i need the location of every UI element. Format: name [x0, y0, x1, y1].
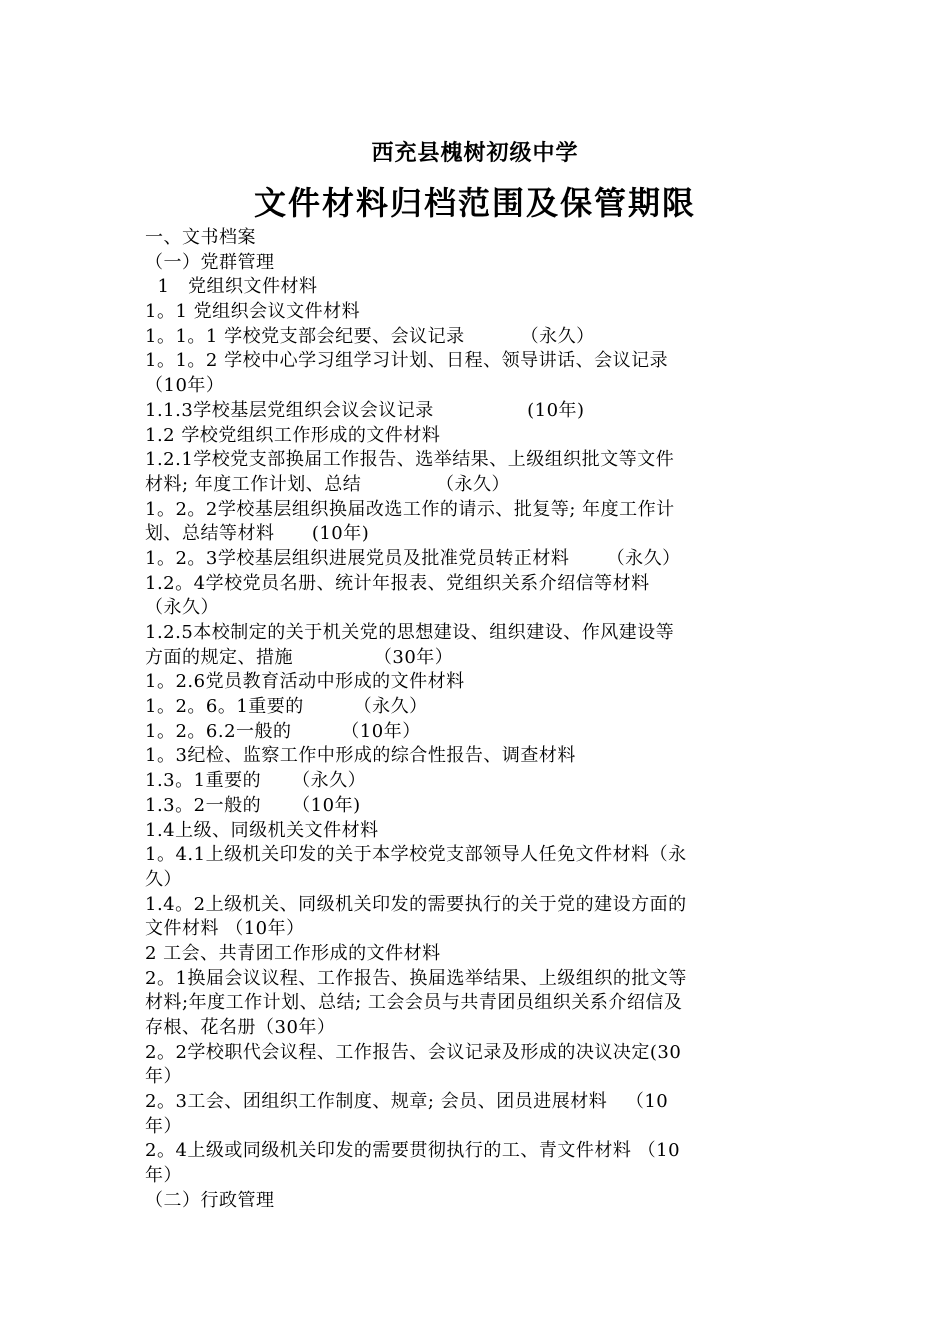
school-name: 西充县槐树初级中学: [371, 140, 579, 166]
text-line: 久）: [145, 868, 182, 890]
text-line: 2。1换届会议议程、工作报告、换届选举结果、上级组织的批文等: [145, 967, 687, 989]
text-line: （永久）: [145, 597, 219, 619]
text-line: 1.4上级、同级机关文件材料: [145, 819, 379, 841]
text-line: 划、总结等材料 (10年): [145, 523, 370, 545]
text-line: 1。2。6。1重要的 （永久）: [145, 696, 428, 718]
text-line: 1.1.3学校基层党组织会议会议记录 (10年): [145, 399, 585, 421]
text-line: 1。1 党组织会议文件材料: [145, 301, 361, 323]
text-line: 材料; 年度工作计划、总结 （永久）: [145, 473, 510, 495]
document-body: [145, 226, 807, 1214]
text-line: 1.3。1重要的 （永久）: [145, 770, 367, 792]
text-line: 1。3纪检、监察工作中形成的综合性报告、调查材料: [145, 745, 576, 767]
text-line: 1。1。2 学校中心学习组学习计划、日程、领导讲话、会议记录: [145, 350, 669, 372]
text-line: （一）党群管理: [145, 251, 275, 273]
text-line: （10年）: [145, 375, 225, 397]
text-line: 一、文书档案: [145, 227, 256, 248]
text-line: 1.2.1学校党支部换届工作报告、选举结果、上级组织批文等文件: [145, 449, 675, 471]
text-line: 文件材料 （10年）: [145, 918, 305, 940]
text-line: 1。2。6.2一般的 （10年）: [145, 720, 421, 742]
text-line: 2。4上级或同级机关印发的需要贯彻执行的工、青文件材料 （10: [145, 1140, 681, 1162]
text-line: 1。2。2学校基层组织换届改选工作的请示、批复等; 年度工作计: [145, 498, 675, 520]
text-line: 1.3。2一般的 （10年): [145, 794, 361, 816]
text-line: 2。3工会、团组织工作制度、规章; 会员、团员进展材料 （10: [145, 1091, 669, 1113]
text-line: 1.2 学校党组织工作形成的文件材料: [145, 424, 441, 446]
text-line: 1.2。4学校党员名册、统计年报表、党组织关系介绍信等材料: [145, 572, 650, 594]
document-title: 文件材料归档范围及保管期限: [253, 184, 696, 222]
text-line: （二）行政管理: [145, 1189, 275, 1211]
text-line: 1。2.6党员教育活动中形成的文件材料: [145, 671, 465, 693]
text-line: 1。4.1上级机关印发的关于本学校党支部领导人任免文件材料（永: [145, 844, 687, 866]
text-line: 材料;年度工作计划、总结; 工会会员与共青团员组织关系介绍信及: [145, 992, 683, 1014]
text-line: 1。2。3学校基层组织进展党员及批准党员转正材料 （永久）: [145, 547, 681, 569]
text-line: 2 工会、共青团工作形成的文件材料: [145, 942, 441, 964]
text-line: 方面的规定、措施 （30年）: [145, 646, 454, 668]
text-line: 1 党组织文件材料: [145, 276, 318, 298]
text-line: 1.2.5本校制定的关于机关党的思想建设、组织建设、作风建设等: [145, 622, 675, 643]
text-line: 1.4。2上级机关、同级机关印发的需要执行的关于党的建设方面的: [145, 893, 687, 915]
text-line: 年）: [145, 1066, 182, 1088]
text-line: 存根、花名册（30年）: [145, 1017, 336, 1038]
text-line: 年）: [145, 1115, 182, 1137]
text-line: 1。1。1 学校党支部会纪要、会议记录 （永久）: [145, 325, 595, 347]
text-line: 2。2学校职代会议程、工作报告、会议记录及形成的决议决定(30: [145, 1041, 682, 1063]
text-line: 年）: [145, 1165, 182, 1187]
